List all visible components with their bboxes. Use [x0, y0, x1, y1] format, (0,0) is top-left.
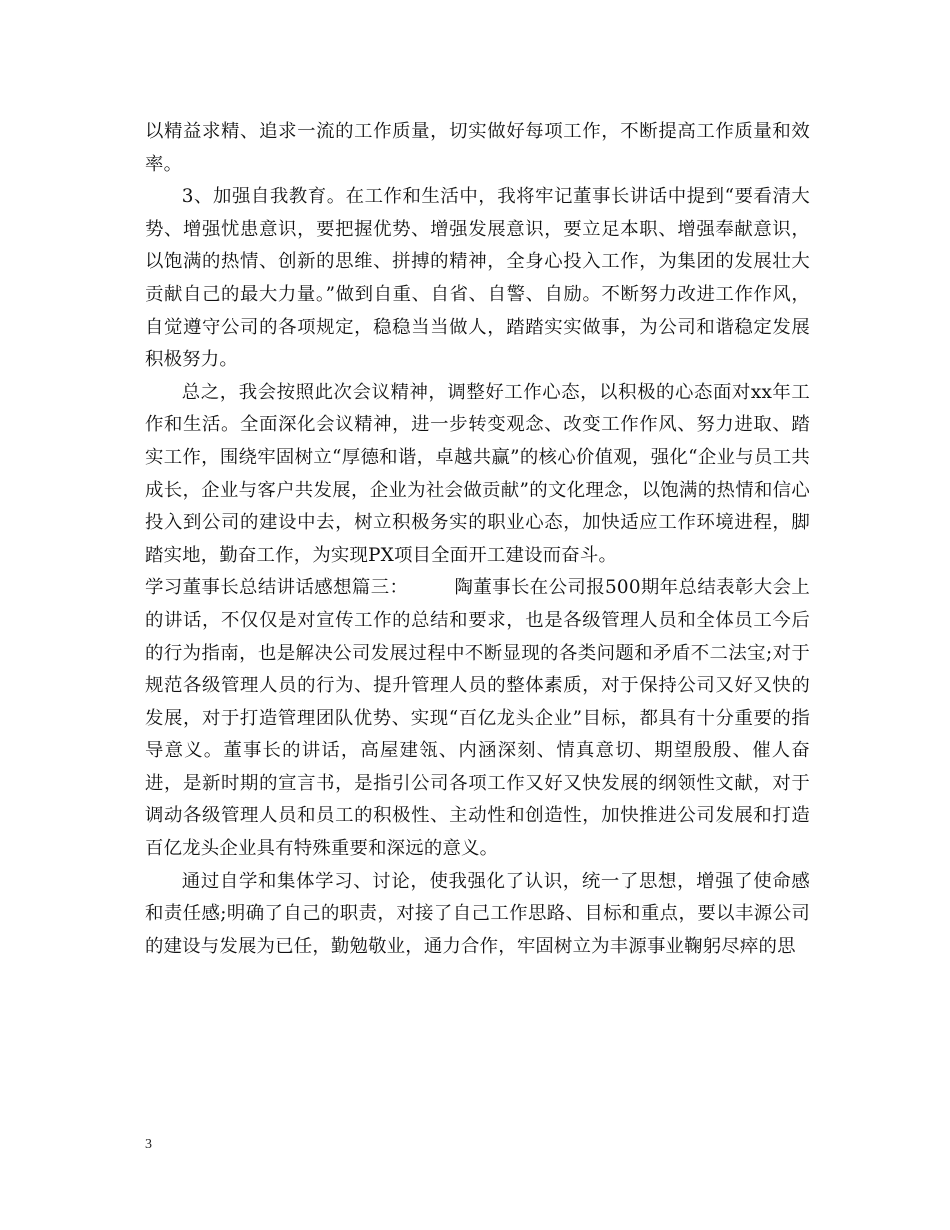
paragraph-final: 通过自学和集体学习、讨论，使我强化了认识，统一了思想，增强了使命感和责任感;明确了自己的职责，对接了自己工作思路、目标和重点，要以丰源公司的建设与发展为已任，勤勉敬业，通力合作，牢固树立为丰源事业鞠躬尽瘁的思 [145, 870, 810, 957]
page-number: 3 [145, 1137, 152, 1152]
section-three [145, 572, 810, 865]
paragraph-continuation: 以精益求精、追求一流的工作质量，切实做好每项工作，不断提高工作质量和效率。 [145, 121, 810, 175]
paragraph-summary: 总之，我会按照此次会议精神，调整好工作心态，以积极的心态面对xx年工作和生活。全面深化会议精神，进一步转变观念、改变工作作风、努力进取、踏实工作，围绕牢固树立“厚德和谐，卓越共赢”的核心价值观，强化“企业与员工共成长，企业与客户共发展，企业为社会做贡献”的文化理念，以饱满的热情和信心投入到公司的建设中去，树立积极务实的职业心态，加快适应工作环境进程，脚踏实地，勤奋工作，为实现PX项目全面开工建设而奋斗。 [145, 381, 810, 566]
page-content [145, 116, 810, 963]
section-body: 陶董事长在公司报500期年总结表彰大会上的讲话，不仅仅是对宣传工作的总结和要求，也是各级管理人员和全体员工今后的行为指南，也是解决公司发展过程中不断显现的各类问题和矛盾不二法宝;对于规范各级管理人员的行为、提升管理人员的整体素质，对于保持公司又好又快的发展，对于打造管理团队优势、实现“百亿龙头企业”目标，都具有十分重要的指导意义。董事长的讲话，高屋建瓴、内涵深刻、情真意切、期望殷殷、催人奋进，是新时期的宣言书，是指引公司各项工作又好又快发展的纲领性文献，对于调动各级管理人员和员工的积极性、主动性和创造性，加快推进公司发展和打造百亿龙头企业具有特殊重要和深远的意义。 [145, 577, 810, 860]
paragraph-self-education: 3、加强自我教育。在工作和生活中，我将牢记董事长讲话中提到“要看清大势、增强忧患意识，要把握优势、增强发展意识，要立足本职、增强奉献意识，以饱满的热情、创新的思维、拼搏的精神，全身心投入工作，为集团的发展壮大贡献自己的最大力量。”做到自重、自省、自警、自励。不断努力改进工作作风，自觉遵守公司的各项规定，稳稳当当做人，踏踏实实做事，为公司和谐稳定发展积极努力。 [145, 186, 810, 371]
section-title: 学习董事长总结讲话感想篇三： [145, 577, 409, 599]
